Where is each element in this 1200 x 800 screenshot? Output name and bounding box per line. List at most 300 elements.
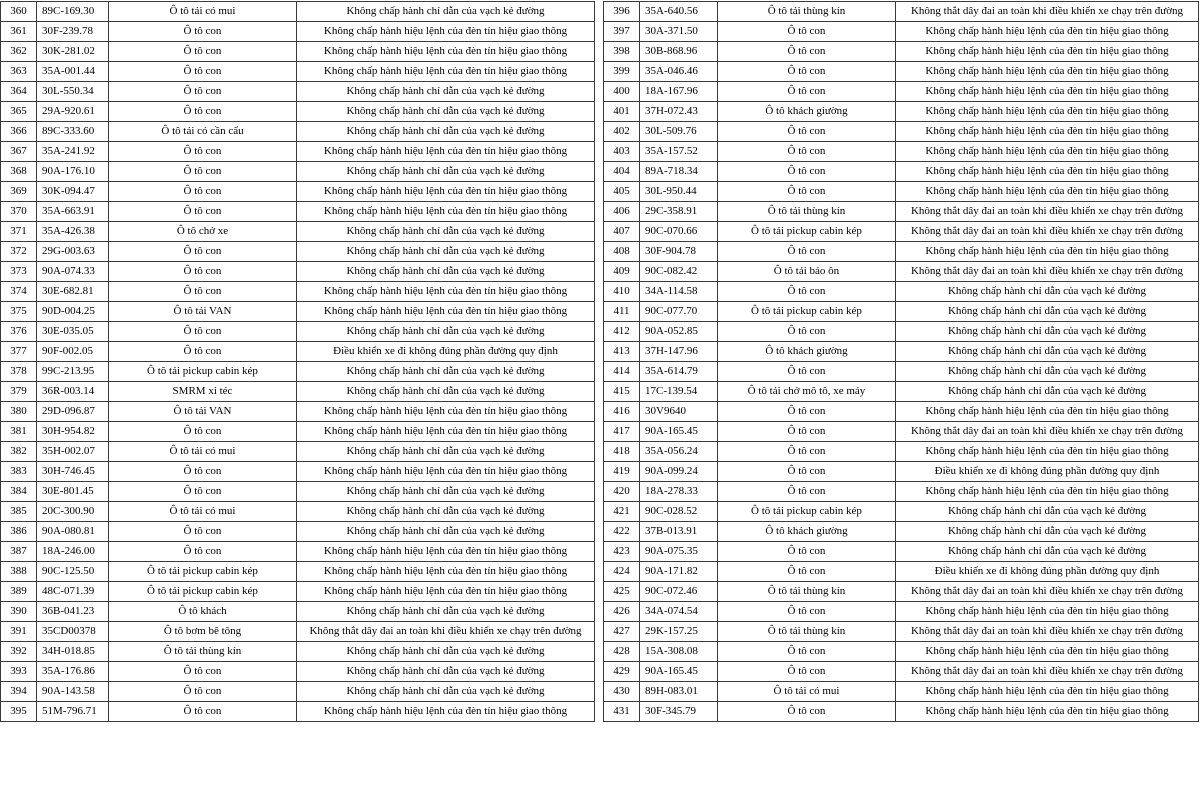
license-plate-cell: 18A-246.00 <box>37 542 109 562</box>
vehicle-type-cell: Ô tô con <box>718 162 896 182</box>
table-row <box>1 182 595 202</box>
table-row <box>1 582 595 602</box>
license-plate-cell: 18A-167.96 <box>640 82 718 102</box>
table-row <box>1 342 595 362</box>
violation-cell: Không chấp hành hiệu lệnh của đèn tín hiệu giao thông <box>896 642 1199 662</box>
vehicle-type-cell: Ô tô con <box>718 702 896 722</box>
violation-cell: Không chấp hành chỉ dẫn của vạch kẻ đường <box>896 302 1199 322</box>
table-row <box>604 142 1199 162</box>
table-row <box>604 182 1199 202</box>
license-plate-cell: 35A-426.38 <box>37 222 109 242</box>
violation-cell: Không thắt dây đai an toàn khi điều khiển xe chạy trên đường <box>297 622 595 642</box>
vehicle-type-cell: Ô tô con <box>109 202 297 222</box>
license-plate-cell: 30L-950.44 <box>640 182 718 202</box>
row-number-cell: 391 <box>1 622 37 642</box>
table-row <box>1 662 595 682</box>
vehicle-type-cell: Ô tô con <box>718 562 896 582</box>
vehicle-type-cell: Ô tô con <box>718 362 896 382</box>
violation-cell: Không chấp hành chỉ dẫn của vạch kẻ đường <box>297 362 595 382</box>
vehicle-type-cell: Ô tô tải pickup cabin kép <box>718 502 896 522</box>
license-plate-cell: 15A-308.08 <box>640 642 718 662</box>
license-plate-cell: 30E-682.81 <box>37 282 109 302</box>
license-plate-cell: 90A-052.85 <box>640 322 718 342</box>
table-row <box>604 542 1199 562</box>
row-number-cell: 394 <box>1 682 37 702</box>
license-plate-cell: 36B-041.23 <box>37 602 109 622</box>
table-row <box>604 62 1199 82</box>
violation-cell: Không chấp hành chỉ dẫn của vạch kẻ đường <box>297 262 595 282</box>
row-number-cell: 371 <box>1 222 37 242</box>
vehicle-type-cell: Ô tô tải pickup cabin kép <box>109 362 297 382</box>
violation-cell: Không chấp hành hiệu lệnh của đèn tín hiệu giao thông <box>896 22 1199 42</box>
license-plate-cell: 30E-801.45 <box>37 482 109 502</box>
violation-cell: Điều khiển xe đi không đúng phần đường quy định <box>297 342 595 362</box>
violation-cell: Không chấp hành chỉ dẫn của vạch kẻ đường <box>297 122 595 142</box>
license-plate-cell: 35A-241.92 <box>37 142 109 162</box>
vehicle-type-cell: Ô tô con <box>109 482 297 502</box>
vehicle-type-cell: Ô tô tải có mui <box>718 682 896 702</box>
violation-cell: Không thắt dây đai an toàn khi điều khiển xe chạy trên đường <box>896 202 1199 222</box>
row-number-cell: 411 <box>604 302 640 322</box>
row-number-cell: 406 <box>604 202 640 222</box>
table-row <box>1 602 595 622</box>
row-number-cell: 421 <box>604 502 640 522</box>
violation-cell: Không chấp hành chỉ dẫn của vạch kẻ đường <box>297 482 595 502</box>
row-number-cell: 390 <box>1 602 37 622</box>
table-row <box>604 362 1199 382</box>
license-plate-cell: 89C-169.30 <box>37 2 109 22</box>
violation-cell: Không chấp hành hiệu lệnh của đèn tín hiệu giao thông <box>297 402 595 422</box>
row-number-cell: 362 <box>1 42 37 62</box>
table-row <box>1 82 595 102</box>
violation-cell: Không chấp hành chỉ dẫn của vạch kẻ đường <box>297 662 595 682</box>
table-row <box>604 42 1199 62</box>
row-number-cell: 395 <box>1 702 37 722</box>
table-row <box>1 102 595 122</box>
violation-cell: Không chấp hành hiệu lệnh của đèn tín hiệu giao thông <box>896 102 1199 122</box>
vehicle-type-cell: Ô tô con <box>718 122 896 142</box>
violation-cell: Không chấp hành chỉ dẫn của vạch kẻ đường <box>896 322 1199 342</box>
row-number-cell: 403 <box>604 142 640 162</box>
violation-cell: Không chấp hành hiệu lệnh của đèn tín hiệu giao thông <box>297 702 595 722</box>
row-number-cell: 428 <box>604 642 640 662</box>
vehicle-type-cell: Ô tô con <box>109 422 297 442</box>
violation-cell: Không chấp hành chỉ dẫn của vạch kẻ đường <box>896 282 1199 302</box>
vehicle-type-cell: Ô tô tải pickup cabin kép <box>718 302 896 322</box>
table-row <box>1 62 595 82</box>
row-number-cell: 375 <box>1 302 37 322</box>
violations-table-right-body <box>604 2 1199 722</box>
vehicle-type-cell: Ô tô tải thùng kín <box>718 2 896 22</box>
license-plate-cell: 29D-096.87 <box>37 402 109 422</box>
license-plate-cell: 48C-071.39 <box>37 582 109 602</box>
row-number-cell: 398 <box>604 42 640 62</box>
violation-cell: Không chấp hành hiệu lệnh của đèn tín hiệu giao thông <box>896 242 1199 262</box>
table-row <box>604 602 1199 622</box>
vehicle-type-cell: Ô tô con <box>109 702 297 722</box>
license-plate-cell: 90A-075.35 <box>640 542 718 562</box>
violation-cell: Không chấp hành hiệu lệnh của đèn tín hiệu giao thông <box>297 542 595 562</box>
violation-cell: Không chấp hành hiệu lệnh của đèn tín hiệu giao thông <box>297 422 595 442</box>
row-number-cell: 417 <box>604 422 640 442</box>
license-plate-cell: 30V9640 <box>640 402 718 422</box>
license-plate-cell: 90A-099.24 <box>640 462 718 482</box>
violation-cell: Không chấp hành hiệu lệnh của đèn tín hiệu giao thông <box>297 142 595 162</box>
row-number-cell: 429 <box>604 662 640 682</box>
violation-cell: Không chấp hành hiệu lệnh của đèn tín hiệu giao thông <box>896 162 1199 182</box>
row-number-cell: 414 <box>604 362 640 382</box>
violation-cell: Không chấp hành chỉ dẫn của vạch kẻ đường <box>896 362 1199 382</box>
row-number-cell: 367 <box>1 142 37 162</box>
vehicle-type-cell: Ô tô tải có mui <box>109 502 297 522</box>
vehicle-type-cell: Ô tô con <box>718 482 896 502</box>
violation-cell: Không chấp hành chỉ dẫn của vạch kẻ đường <box>896 382 1199 402</box>
row-number-cell: 425 <box>604 582 640 602</box>
row-number-cell: 419 <box>604 462 640 482</box>
vehicle-type-cell: Ô tô chở xe <box>109 222 297 242</box>
license-plate-cell: 35A-046.46 <box>640 62 718 82</box>
vehicle-type-cell: Ô tô con <box>718 62 896 82</box>
license-plate-cell: 89A-718.34 <box>640 162 718 182</box>
violation-cell: Không chấp hành chỉ dẫn của vạch kẻ đường <box>297 382 595 402</box>
violation-cell: Không thắt dây đai an toàn khi điều khiển xe chạy trên đường <box>896 622 1199 642</box>
violation-cell: Không chấp hành hiệu lệnh của đèn tín hiệu giao thông <box>297 62 595 82</box>
row-number-cell: 397 <box>604 22 640 42</box>
license-plate-cell: 30F-904.78 <box>640 242 718 262</box>
table-row <box>604 342 1199 362</box>
violation-cell: Không chấp hành hiệu lệnh của đèn tín hiệu giao thông <box>297 182 595 202</box>
violation-cell: Không chấp hành chỉ dẫn của vạch kẻ đường <box>297 2 595 22</box>
row-number-cell: 379 <box>1 382 37 402</box>
license-plate-cell: 18A-278.33 <box>640 482 718 502</box>
table-row <box>1 302 595 322</box>
violation-cell: Không chấp hành hiệu lệnh của đèn tín hiệu giao thông <box>297 202 595 222</box>
license-plate-cell: 35A-001.44 <box>37 62 109 82</box>
table-row <box>1 22 595 42</box>
violation-cell: Không chấp hành hiệu lệnh của đèn tín hiệu giao thông <box>896 82 1199 102</box>
license-plate-cell: 37H-072.43 <box>640 102 718 122</box>
row-number-cell: 384 <box>1 482 37 502</box>
violation-cell: Không chấp hành hiệu lệnh của đèn tín hiệu giao thông <box>297 282 595 302</box>
violation-cell: Điều khiển xe đi không đúng phần đường quy định <box>896 562 1199 582</box>
row-number-cell: 369 <box>1 182 37 202</box>
vehicle-type-cell: Ô tô con <box>109 342 297 362</box>
table-row <box>1 442 595 462</box>
table-row <box>1 622 595 642</box>
table-row <box>1 642 595 662</box>
vehicle-type-cell: Ô tô tải bảo ôn <box>718 262 896 282</box>
license-plate-cell: 37H-147.96 <box>640 342 718 362</box>
vehicle-type-cell: Ô tô con <box>109 142 297 162</box>
violation-cell: Không chấp hành hiệu lệnh của đèn tín hiệu giao thông <box>297 42 595 62</box>
vehicle-type-cell: Ô tô con <box>109 62 297 82</box>
table-row <box>1 462 595 482</box>
table-row <box>604 522 1199 542</box>
vehicle-type-cell: Ô tô con <box>718 282 896 302</box>
license-plate-cell: 17C-139.54 <box>640 382 718 402</box>
row-number-cell: 401 <box>604 102 640 122</box>
row-number-cell: 431 <box>604 702 640 722</box>
row-number-cell: 396 <box>604 2 640 22</box>
table-row <box>604 82 1199 102</box>
violation-cell: Điều khiển xe đi không đúng phần đường quy định <box>896 462 1199 482</box>
violation-cell: Không chấp hành chỉ dẫn của vạch kẻ đường <box>297 102 595 122</box>
license-plate-cell: 30K-094.47 <box>37 182 109 202</box>
violation-cell: Không thắt dây đai an toàn khi điều khiển xe chạy trên đường <box>896 582 1199 602</box>
table-row <box>604 242 1199 262</box>
vehicle-type-cell: Ô tô khách giường <box>718 522 896 542</box>
row-number-cell: 409 <box>604 262 640 282</box>
table-row <box>604 562 1199 582</box>
vehicle-type-cell: Ô tô khách giường <box>718 342 896 362</box>
license-plate-cell: 30L-509.76 <box>640 122 718 142</box>
violation-cell: Không chấp hành chỉ dẫn của vạch kẻ đường <box>896 502 1199 522</box>
license-plate-cell: 90A-143.58 <box>37 682 109 702</box>
license-plate-cell: 30F-345.79 <box>640 702 718 722</box>
license-plate-cell: 90A-165.45 <box>640 422 718 442</box>
table-row <box>604 422 1199 442</box>
violations-table-right <box>603 1 1199 722</box>
row-number-cell: 360 <box>1 2 37 22</box>
row-number-cell: 424 <box>604 562 640 582</box>
violation-cell: Không chấp hành hiệu lệnh của đèn tín hiệu giao thông <box>896 702 1199 722</box>
row-number-cell: 361 <box>1 22 37 42</box>
violation-cell: Không chấp hành chỉ dẫn của vạch kẻ đường <box>297 502 595 522</box>
license-plate-cell: 29K-157.25 <box>640 622 718 642</box>
violation-cell: Không thắt dây đai an toàn khi điều khiển xe chạy trên đường <box>896 2 1199 22</box>
vehicle-type-cell: Ô tô tải có mui <box>109 2 297 22</box>
violation-cell: Không chấp hành hiệu lệnh của đèn tín hiệu giao thông <box>896 682 1199 702</box>
license-plate-cell: 34A-114.58 <box>640 282 718 302</box>
vehicle-type-cell: Ô tô con <box>109 542 297 562</box>
vehicle-type-cell: SMRM xi téc <box>109 382 297 402</box>
license-plate-cell: 90C-082.42 <box>640 262 718 282</box>
license-plate-cell: 90A-171.82 <box>640 562 718 582</box>
violation-cell: Không chấp hành hiệu lệnh của đèn tín hiệu giao thông <box>896 142 1199 162</box>
violation-cell: Không chấp hành chỉ dẫn của vạch kẻ đường <box>297 682 595 702</box>
vehicle-type-cell: Ô tô con <box>109 662 297 682</box>
vehicle-type-cell: Ô tô con <box>718 602 896 622</box>
row-number-cell: 363 <box>1 62 37 82</box>
vehicle-type-cell: Ô tô con <box>109 42 297 62</box>
vehicle-type-cell: Ô tô con <box>718 422 896 442</box>
table-row <box>604 162 1199 182</box>
vehicle-type-cell: Ô tô con <box>718 82 896 102</box>
table-row <box>604 302 1199 322</box>
table-row <box>1 482 595 502</box>
vehicle-type-cell: Ô tô khách giường <box>718 102 896 122</box>
table-row <box>604 442 1199 462</box>
violation-cell: Không chấp hành hiệu lệnh của đèn tín hiệu giao thông <box>297 582 595 602</box>
license-plate-cell: 37B-013.91 <box>640 522 718 542</box>
license-plate-cell: 30K-281.02 <box>37 42 109 62</box>
table-row <box>604 642 1199 662</box>
violation-cell: Không chấp hành chỉ dẫn của vạch kẻ đường <box>297 322 595 342</box>
vehicle-type-cell: Ô tô tải VAN <box>109 302 297 322</box>
row-number-cell: 393 <box>1 662 37 682</box>
violation-cell: Không chấp hành hiệu lệnh của đèn tín hiệu giao thông <box>896 122 1199 142</box>
vehicle-type-cell: Ô tô tải có cần cẩu <box>109 122 297 142</box>
row-number-cell: 382 <box>1 442 37 462</box>
row-number-cell: 407 <box>604 222 640 242</box>
table-row <box>1 562 595 582</box>
violations-table-left-body <box>1 2 595 722</box>
license-plate-cell: 89H-083.01 <box>640 682 718 702</box>
vehicle-type-cell: Ô tô con <box>109 522 297 542</box>
table-row <box>1 202 595 222</box>
row-number-cell: 385 <box>1 502 37 522</box>
table-row <box>1 382 595 402</box>
row-number-cell: 400 <box>604 82 640 102</box>
row-number-cell: 389 <box>1 582 37 602</box>
vehicle-type-cell: Ô tô con <box>718 662 896 682</box>
license-plate-cell: 90C-070.66 <box>640 222 718 242</box>
license-plate-cell: 90A-176.10 <box>37 162 109 182</box>
vehicle-type-cell: Ô tô tải thùng kín <box>718 582 896 602</box>
table-row <box>604 222 1199 242</box>
violation-cell: Không chấp hành chỉ dẫn của vạch kẻ đường <box>297 162 595 182</box>
table-row <box>1 542 595 562</box>
row-number-cell: 374 <box>1 282 37 302</box>
license-plate-cell: 90F-002.05 <box>37 342 109 362</box>
row-number-cell: 392 <box>1 642 37 662</box>
table-row <box>604 322 1199 342</box>
violation-cell: Không chấp hành hiệu lệnh của đèn tín hiệu giao thông <box>297 302 595 322</box>
row-number-cell: 372 <box>1 242 37 262</box>
license-plate-cell: 34A-074.54 <box>640 602 718 622</box>
vehicle-type-cell: Ô tô con <box>109 242 297 262</box>
license-plate-cell: 90C-077.70 <box>640 302 718 322</box>
row-number-cell: 410 <box>604 282 640 302</box>
table-row <box>604 682 1199 702</box>
vehicle-type-cell: Ô tô con <box>109 82 297 102</box>
vehicle-type-cell: Ô tô con <box>718 462 896 482</box>
vehicle-type-cell: Ô tô bơm bê tông <box>109 622 297 642</box>
row-number-cell: 399 <box>604 62 640 82</box>
row-number-cell: 388 <box>1 562 37 582</box>
row-number-cell: 404 <box>604 162 640 182</box>
table-row <box>604 122 1199 142</box>
vehicle-type-cell: Ô tô con <box>718 442 896 462</box>
license-plate-cell: 90A-080.81 <box>37 522 109 542</box>
vehicle-type-cell: Ô tô con <box>109 282 297 302</box>
table-row <box>604 662 1199 682</box>
table-row <box>1 162 595 182</box>
row-number-cell: 426 <box>604 602 640 622</box>
row-number-cell: 416 <box>604 402 640 422</box>
vehicle-type-cell: Ô tô con <box>718 322 896 342</box>
vehicle-type-cell: Ô tô tải thùng kín <box>718 202 896 222</box>
row-number-cell: 412 <box>604 322 640 342</box>
vehicle-type-cell: Ô tô tải pickup cabin kép <box>718 222 896 242</box>
violation-cell: Không chấp hành hiệu lệnh của đèn tín hiệu giao thông <box>896 602 1199 622</box>
table-row <box>1 502 595 522</box>
violation-cell: Không chấp hành chỉ dẫn của vạch kẻ đường <box>297 642 595 662</box>
license-plate-cell: 30H-954.82 <box>37 422 109 442</box>
table-row <box>604 702 1199 722</box>
license-plate-cell: 20C-300.90 <box>37 502 109 522</box>
table-row <box>1 42 595 62</box>
vehicle-type-cell: Ô tô tải có mui <box>109 442 297 462</box>
violation-cell: Không chấp hành hiệu lệnh của đèn tín hiệu giao thông <box>896 482 1199 502</box>
license-plate-cell: 29A-920.61 <box>37 102 109 122</box>
violation-cell: Không chấp hành hiệu lệnh của đèn tín hiệu giao thông <box>896 402 1199 422</box>
violation-cell: Không thắt dây đai an toàn khi điều khiển xe chạy trên đường <box>896 262 1199 282</box>
row-number-cell: 376 <box>1 322 37 342</box>
license-plate-cell: 30E-035.05 <box>37 322 109 342</box>
table-row <box>604 582 1199 602</box>
vehicle-type-cell: Ô tô con <box>718 142 896 162</box>
row-number-cell: 387 <box>1 542 37 562</box>
vehicle-type-cell: Ô tô tải chở mô tô, xe máy <box>718 382 896 402</box>
vehicle-type-cell: Ô tô con <box>718 402 896 422</box>
row-number-cell: 413 <box>604 342 640 362</box>
violation-cell: Không chấp hành chỉ dẫn của vạch kẻ đường <box>297 602 595 622</box>
license-plate-cell: 35H-002.07 <box>37 442 109 462</box>
vehicle-type-cell: Ô tô con <box>109 182 297 202</box>
table-row <box>604 382 1199 402</box>
table-row <box>604 262 1199 282</box>
license-plate-cell: 30H-746.45 <box>37 462 109 482</box>
table-row <box>604 462 1199 482</box>
row-number-cell: 370 <box>1 202 37 222</box>
violation-cell: Không chấp hành hiệu lệnh của đèn tín hiệu giao thông <box>896 442 1199 462</box>
vehicle-type-cell: Ô tô con <box>109 322 297 342</box>
license-plate-cell: 30L-550.34 <box>37 82 109 102</box>
vehicle-type-cell: Ô tô tải VAN <box>109 402 297 422</box>
vehicle-type-cell: Ô tô con <box>109 682 297 702</box>
row-number-cell: 381 <box>1 422 37 442</box>
license-plate-cell: 90C-072.46 <box>640 582 718 602</box>
row-number-cell: 422 <box>604 522 640 542</box>
vehicle-type-cell: Ô tô con <box>718 542 896 562</box>
license-plate-cell: 35A-176.86 <box>37 662 109 682</box>
row-number-cell: 415 <box>604 382 640 402</box>
vehicle-type-cell: Ô tô con <box>109 262 297 282</box>
table-row <box>604 502 1199 522</box>
table-row <box>604 2 1199 22</box>
table-row <box>1 142 595 162</box>
violation-cell: Không chấp hành hiệu lệnh của đèn tín hiệu giao thông <box>297 22 595 42</box>
table-row <box>1 702 595 722</box>
license-plate-cell: 35A-157.52 <box>640 142 718 162</box>
table-row <box>1 322 595 342</box>
vehicle-type-cell: Ô tô con <box>718 182 896 202</box>
row-number-cell: 418 <box>604 442 640 462</box>
table-row <box>604 402 1199 422</box>
license-plate-cell: 35A-614.79 <box>640 362 718 382</box>
row-number-cell: 366 <box>1 122 37 142</box>
license-plate-cell: 36R-003.14 <box>37 382 109 402</box>
vehicle-type-cell: Ô tô tải pickup cabin kép <box>109 562 297 582</box>
license-plate-cell: 30F-239.78 <box>37 22 109 42</box>
violation-cell: Không chấp hành chỉ dẫn của vạch kẻ đường <box>297 242 595 262</box>
row-number-cell: 408 <box>604 242 640 262</box>
row-number-cell: 373 <box>1 262 37 282</box>
license-plate-cell: 90A-074.33 <box>37 262 109 282</box>
vehicle-type-cell: Ô tô con <box>718 642 896 662</box>
row-number-cell: 364 <box>1 82 37 102</box>
row-number-cell: 365 <box>1 102 37 122</box>
license-plate-cell: 51M-796.71 <box>37 702 109 722</box>
table-row <box>1 222 595 242</box>
vehicle-type-cell: Ô tô con <box>109 162 297 182</box>
row-number-cell: 430 <box>604 682 640 702</box>
table-row <box>604 282 1199 302</box>
violation-cell: Không chấp hành hiệu lệnh của đèn tín hiệu giao thông <box>896 62 1199 82</box>
table-row <box>604 482 1199 502</box>
table-row <box>604 622 1199 642</box>
